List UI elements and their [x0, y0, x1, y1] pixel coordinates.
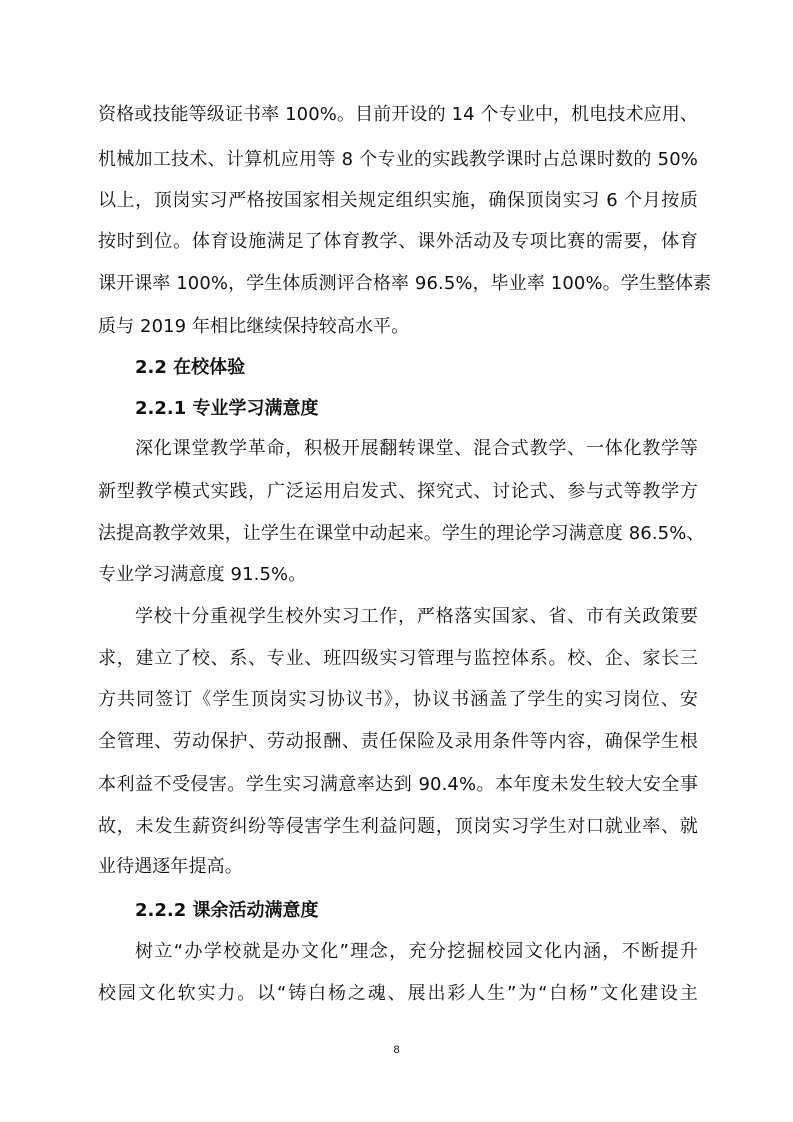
text-line: 质与 2019 年相比继续保持较高水平。	[98, 316, 410, 337]
section-heading-2-2: 2.2 在校体验	[135, 357, 246, 378]
text-line: 专业学习满意度 91.5%。	[98, 564, 307, 585]
text-line: 资格或技能等级证书率 100%。目前开设的 14 个专业中，机电技术应用、	[98, 104, 698, 125]
text-line: 本利益不受侵害。学生实习满意率达到 90.4%。本年度未发生较大安全事	[98, 774, 698, 795]
text-line: 校园文化软实力。以“铸白杨之魂、展出彩人生”为“白杨”文化建设主	[98, 983, 698, 1004]
text-line: 树立“办学校就是办文化”理念，充分挖掘校园文化内涵，不断提升	[135, 941, 698, 962]
text-line: 全管理、劳动保护、劳动报酬、责任保险及录用条件等内容，确保学生根	[98, 731, 698, 752]
text-line: 深化课堂教学革命，积极开展翻转课堂、混合式教学、一体化教学等	[135, 438, 698, 459]
text-line: 业待遇逐年提高。	[98, 856, 243, 877]
text-line: 求，建立了校、系、专业、班四级实习管理与监控体系。校、企、家长三	[98, 648, 698, 669]
text-line: 方共同签订《学生顶岗实习协议书》，协议书涵盖了学生的实习岗位、安	[98, 689, 698, 710]
text-line: 新型教学模式实践，广泛运用启发式、探究式、讨论式、参与式等教学方	[98, 481, 698, 502]
section-heading-2-2-1: 2.2.1 专业学习满意度	[135, 398, 319, 419]
section-heading-2-2-2: 2.2.2 课余活动满意度	[135, 900, 319, 921]
text-line: 学校十分重视学生校外实习工作，严格落实国家、省、市有关政策要	[135, 606, 698, 627]
text-line: 按时到位。体育设施满足了体育教学、课外活动及专项比赛的需要，体育	[98, 231, 698, 252]
text-line: 课开课率 100%，学生体质测评合格率 96.5%，毕业率 100%。学生整体素	[98, 273, 712, 294]
text-line: 故，未发生薪资纠纷等侵害学生利益问题，顶岗实习学生对口就业率、就	[98, 816, 698, 837]
page-number: 8	[393, 1044, 400, 1056]
text-line: 以上，顶岗实习严格按国家相关规定组织实施，确保顶岗实习 6 个月按质	[98, 190, 698, 211]
text-line: 机械加工技术、计算机应用等 8 个专业的实践教学课时占总课时数的 50%	[98, 149, 698, 170]
text-line: 法提高教学效果，让学生在课堂中动起来。学生的理论学习满意度 86.5%、	[98, 523, 705, 544]
